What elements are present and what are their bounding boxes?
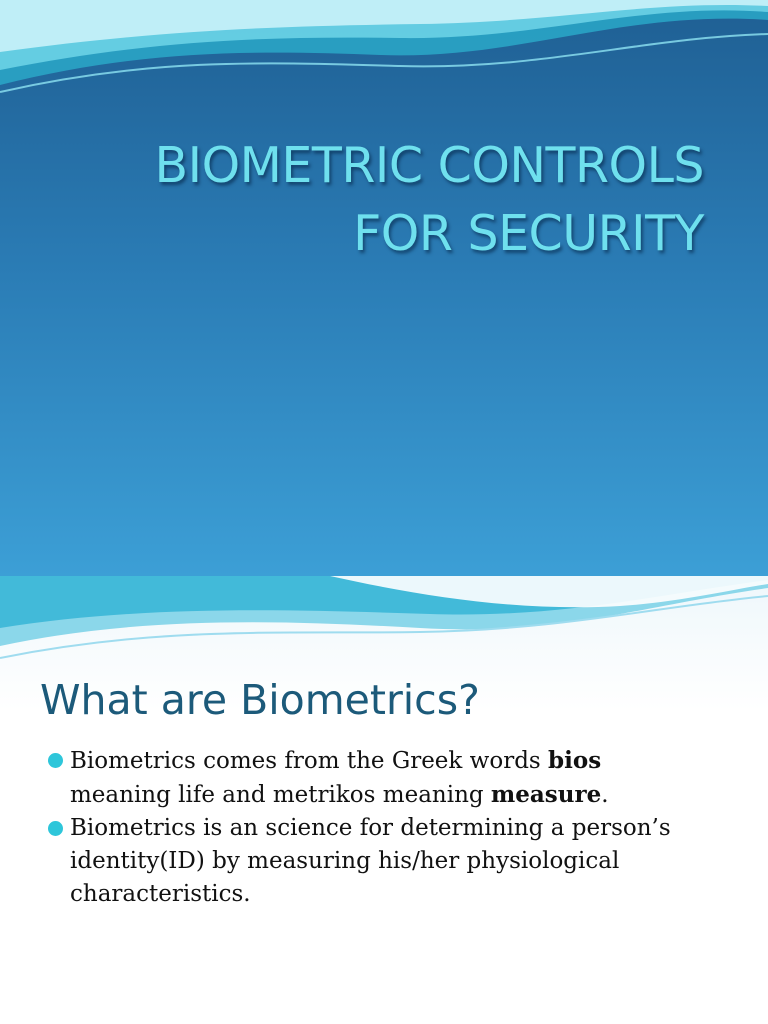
- bullet-list: [48, 744, 728, 911]
- slide-title-line-2: FOR SECURITY: [353, 205, 704, 262]
- bullet-2-line-3: characteristics.: [70, 881, 251, 907]
- bullet-1-line-1-text: Biometrics comes from the Greek words: [70, 748, 549, 774]
- bullet-2-line-1: Biometrics is an science for determining a person’s: [70, 815, 671, 841]
- bullet-1-bold-bios: bios: [548, 747, 602, 774]
- decorative-waves-top: [0, 576, 768, 666]
- bullet-icon: [48, 821, 63, 836]
- bullet-1-line-2-text: meaning life and metrikos meaning: [70, 782, 491, 808]
- bullet-1-period: .: [601, 782, 609, 808]
- slide-title: [64, 132, 704, 268]
- bullet-icon: [48, 753, 63, 768]
- bullet-2-line-2: identity(ID) by measuring his/her physiological: [70, 848, 620, 874]
- list-item: [48, 812, 728, 911]
- content-slide: [0, 576, 768, 1024]
- slide-heading: What are Biometrics?: [40, 676, 480, 724]
- list-item: [48, 744, 728, 812]
- decorative-waves-top: [0, 0, 768, 110]
- bullet-1-bold-measure: measure: [490, 781, 602, 808]
- slide-title-line-1: BIOMETRIC CONTROLS: [154, 137, 704, 194]
